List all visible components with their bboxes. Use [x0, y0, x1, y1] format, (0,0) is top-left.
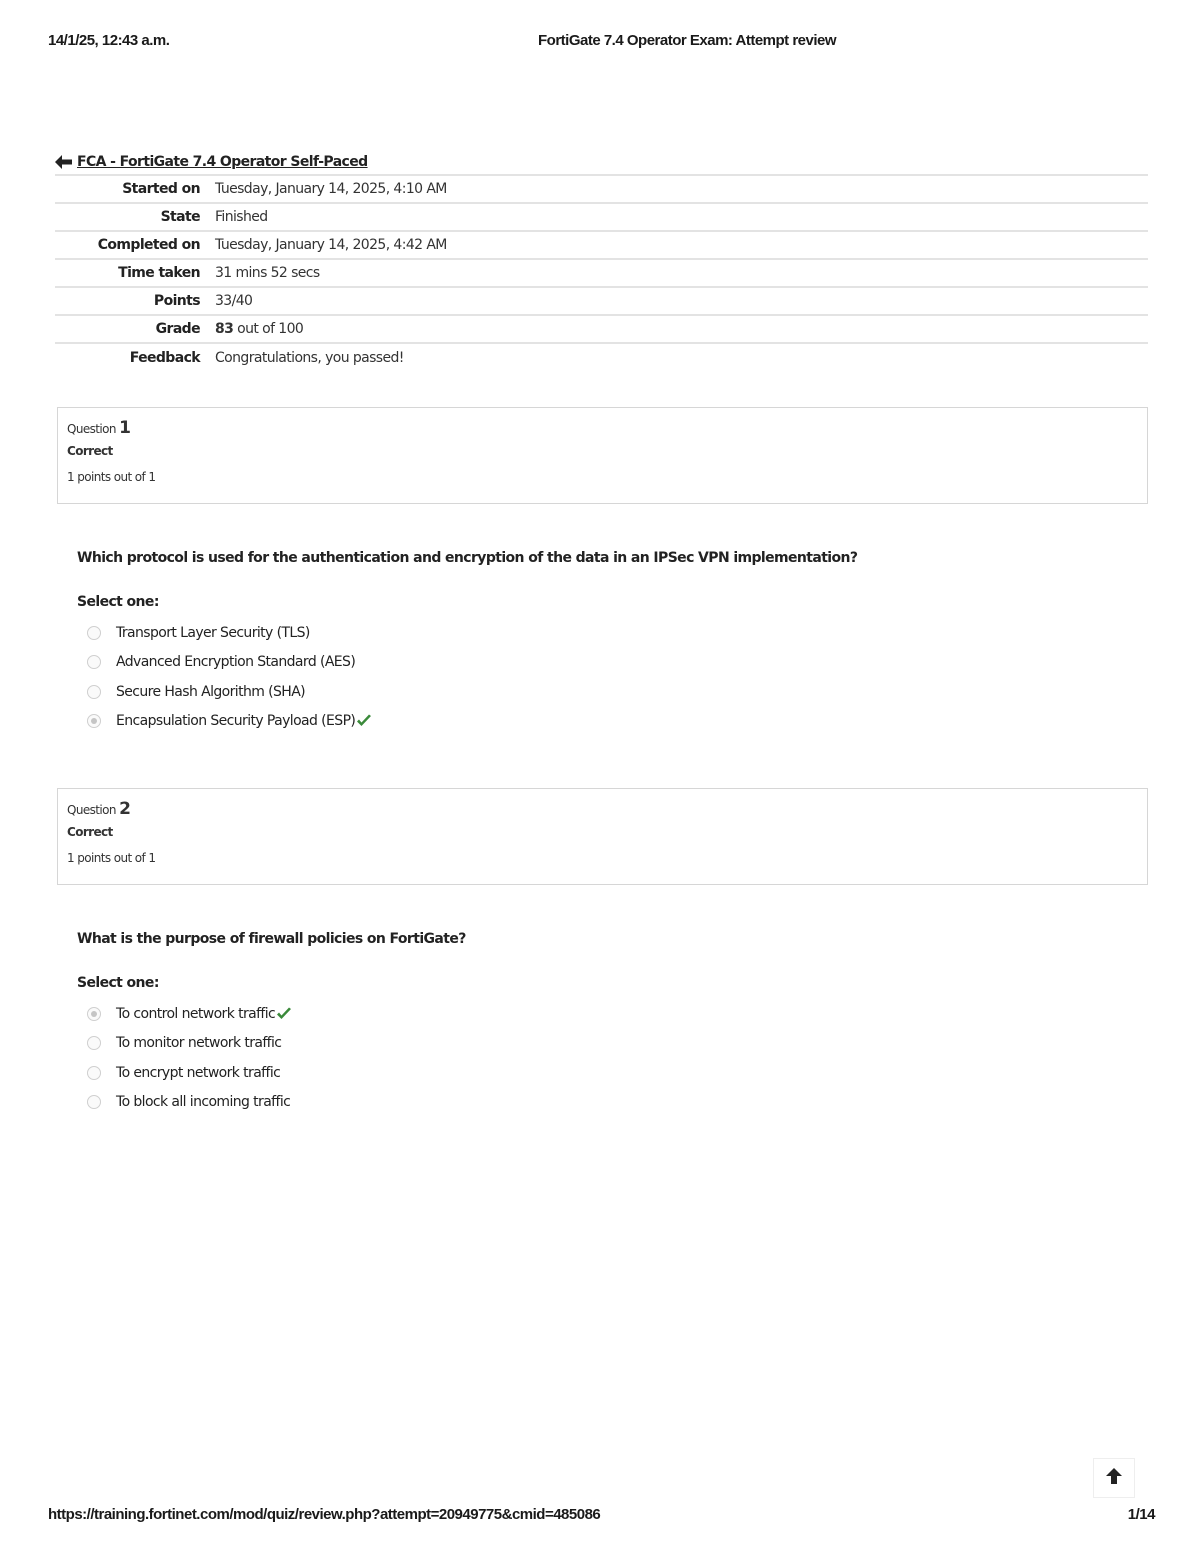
- grade-value: [215, 315, 1148, 343]
- arrow-left-icon[interactable]: [55, 155, 77, 169]
- print-date: 14/1/25, 12:43 a.m.: [48, 32, 170, 49]
- question-info-box: [57, 788, 1148, 885]
- feedback-value: Congratulations, you passed!: [215, 349, 404, 366]
- state-value: Finished: [215, 209, 268, 225]
- answer-option[interactable]: [77, 1058, 1148, 1088]
- option-label: Transport Layer Security (TLS): [116, 624, 310, 641]
- question-info-box: [57, 407, 1148, 504]
- feedback-label: Feedback: [129, 349, 200, 366]
- question-state: Correct: [67, 825, 113, 839]
- grade-score: 83: [215, 321, 234, 337]
- question-mark: 1 points out of 1: [67, 851, 156, 865]
- answer-option[interactable]: [77, 677, 1148, 707]
- breadcrumb: [55, 150, 1148, 174]
- summary-row-grade: [55, 315, 1148, 343]
- print-page-title: FortiGate 7.4 Operator Exam: Attempt review: [538, 32, 837, 49]
- quiz-review-content: [55, 150, 1148, 1117]
- option-label: Secure Hash Algorithm (SHA): [116, 683, 306, 700]
- arrow-up-icon: [1106, 1468, 1122, 1489]
- question-number-value: 1: [119, 418, 131, 438]
- answer-options: [77, 618, 1148, 736]
- summary-row-feedback: [55, 343, 1148, 371]
- option-label: To block all incoming traffic: [116, 1094, 291, 1111]
- question-text: Which protocol is used for the authentication and encryption of the data in an IPSec VPN implementation?: [77, 550, 858, 566]
- attempt-summary-table: [55, 174, 1148, 371]
- option-label: To encrypt network traffic: [116, 1064, 281, 1081]
- summary-row-state: [55, 203, 1148, 231]
- question-mark: 1 points out of 1: [67, 470, 156, 484]
- summary-row-started: [55, 175, 1148, 203]
- started-on-value: Tuesday, January 14, 2025, 4:10 AM: [215, 181, 447, 197]
- completed-on-label: Completed on: [97, 237, 200, 253]
- print-header: [48, 32, 1152, 52]
- question-number: [67, 418, 1138, 438]
- radio-button[interactable]: [87, 1095, 101, 1109]
- question-text: What is the purpose of firewall policies on FortiGate?: [77, 931, 466, 947]
- question-number: [67, 799, 1138, 819]
- answer-option-selected[interactable]: [77, 707, 1148, 737]
- completed-on-value: Tuesday, January 14, 2025, 4:42 AM: [215, 237, 447, 253]
- answer-option[interactable]: [77, 618, 1148, 648]
- grade-out-of: out of 100: [237, 321, 304, 337]
- page-number: 1/14: [1127, 1506, 1155, 1523]
- radio-button[interactable]: [87, 1066, 101, 1080]
- summary-row-points: [55, 287, 1148, 315]
- summary-row-completed: [55, 231, 1148, 259]
- check-icon: [356, 714, 372, 728]
- question-body: [55, 931, 1148, 1117]
- question-number-value: 2: [119, 799, 131, 819]
- course-link[interactable]: FCA - FortiGate 7.4 Operator Self-Paced: [77, 154, 368, 170]
- answer-option[interactable]: [77, 648, 1148, 678]
- time-taken-label: Time taken: [118, 265, 200, 281]
- page-url: https://training.fortinet.com/mod/quiz/review.php?attempt=20949775&cmid=485086: [48, 1506, 601, 1523]
- time-taken-value: 31 mins 52 secs: [215, 265, 320, 281]
- radio-button[interactable]: [87, 655, 101, 669]
- grade-label: Grade: [155, 321, 200, 337]
- answer-option-selected[interactable]: [77, 999, 1148, 1029]
- select-prompt: Select one:: [77, 594, 159, 610]
- radio-button-selected[interactable]: [87, 1007, 101, 1021]
- option-label: Encapsulation Security Payload (ESP): [116, 713, 356, 730]
- points-label: Points: [153, 293, 200, 309]
- radio-button[interactable]: [87, 626, 101, 640]
- points-value: 33/40: [215, 293, 253, 309]
- option-label: Advanced Encryption Standard (AES): [116, 654, 356, 671]
- check-icon: [276, 1007, 292, 1021]
- option-label: To monitor network traffic: [116, 1035, 282, 1052]
- select-prompt: Select one:: [77, 975, 159, 991]
- radio-button-selected[interactable]: [87, 714, 101, 728]
- question-label: Question: [67, 803, 116, 817]
- started-on-label: Started on: [122, 181, 200, 197]
- back-to-top-button[interactable]: [1093, 1458, 1135, 1498]
- question-state: Correct: [67, 444, 113, 458]
- question-1: [55, 407, 1148, 736]
- summary-row-time: [55, 259, 1148, 287]
- print-footer: [48, 1506, 1155, 1526]
- option-label: To control network traffic: [116, 1005, 276, 1022]
- answer-options: [77, 999, 1148, 1117]
- question-label: Question: [67, 422, 116, 436]
- question-2: [55, 788, 1148, 1117]
- answer-option[interactable]: [77, 1088, 1148, 1118]
- question-body: [55, 550, 1148, 736]
- state-label: State: [160, 209, 200, 225]
- answer-option[interactable]: [77, 1029, 1148, 1059]
- radio-button[interactable]: [87, 1036, 101, 1050]
- radio-button[interactable]: [87, 685, 101, 699]
